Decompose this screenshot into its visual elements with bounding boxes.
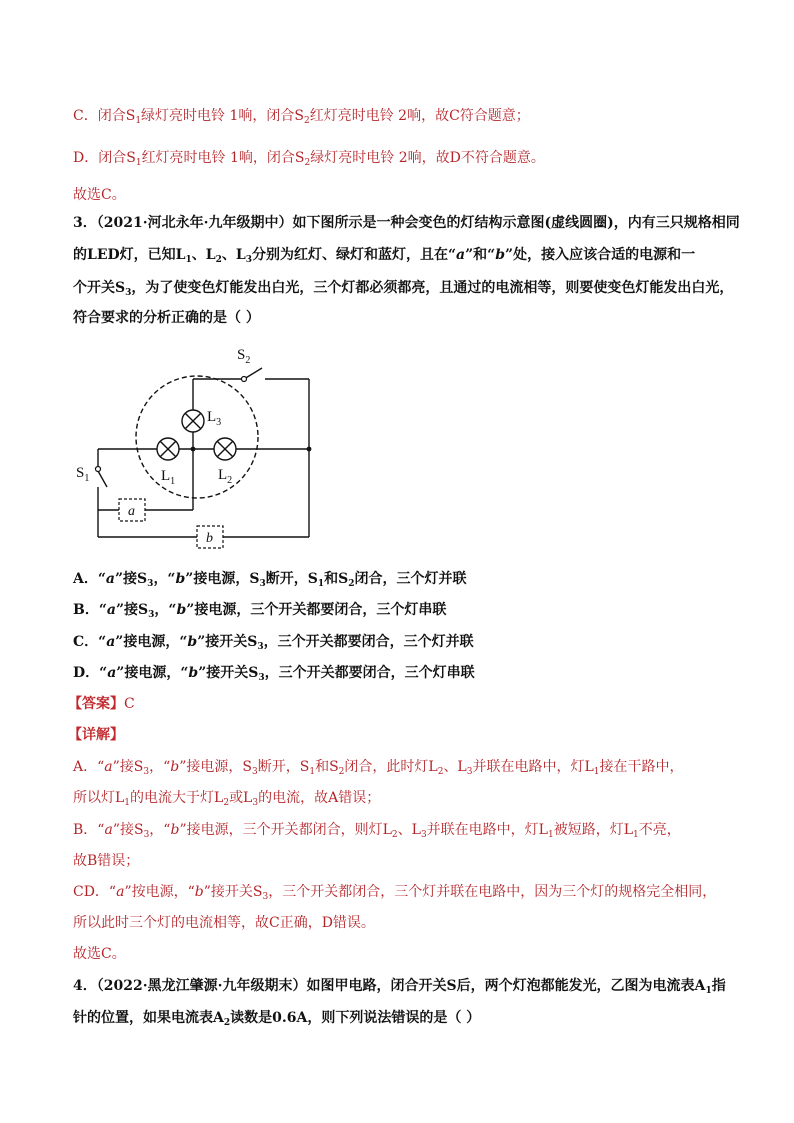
lamp-l1 bbox=[157, 438, 179, 460]
q4-stem-line-2: 针的位置，如果电流表$A_2$读数是0.6A，则下列说法错误的是（ ） bbox=[73, 1010, 481, 1028]
q3-stem-line-2: 的LED灯，已知$L_1$、$L_2$、$L_3$分别为红灯、绿灯和蓝灯，且在“a”和“b”处，接入应该合适的电源和一 bbox=[73, 247, 696, 265]
q3-answer: 【答案】C bbox=[68, 696, 135, 712]
prev-conclusion: 故选C。 bbox=[73, 187, 126, 203]
q3-detail-cd-line1: CD．“a”按电源，“b”接开关$S_3$，三个开关都闭合，三个灯并联在电路中，因为三个灯的规格完全相同， bbox=[73, 884, 717, 902]
q3-detail-label: 【详解】 bbox=[68, 727, 124, 743]
circuit-diagram bbox=[70, 342, 330, 557]
q3-option-d: D．“a”接电源，“b”接开关$S_3$，三个开关都要闭合，三个灯串联 bbox=[73, 665, 475, 683]
label-l2: $L_2$ bbox=[218, 467, 233, 486]
q4-stem-line-1: 4．（2022·黑龙江肇源·九年级期末）如图甲电路，闭合开关S后，两个灯泡都能发光，乙图为电流表$A_1$指 bbox=[73, 978, 726, 996]
prev-option-d: D．闭合$S_1$红灯亮时电铃 1响，闭合$S_2$绿灯亮时电铃 2响，故D不符合题意。 bbox=[73, 150, 545, 168]
junction-dot bbox=[191, 447, 196, 452]
q3-detail-a-line2: 所以灯$L_1$的电流大于灯$L_2$或$L_3$的电流，故A错误； bbox=[73, 790, 381, 808]
q3-stem-line-1: 3．（2021·河北永年·九年级期中）如下图所示是一种会变色的灯结构示意图(虚线圆圈)，内有三只规格相同 bbox=[73, 215, 740, 231]
q3-stem-line-3: 个开关$S_3$，为了使变色灯能发出白光，三个灯都必须都亮，且通过的电流相等，则要使变色灯能发出白光， bbox=[73, 280, 734, 298]
lamp-l3 bbox=[182, 410, 204, 432]
q3-option-a: A．“a”接$S_3$，“b”接电源，$S_3$断开，$S_1$和$S_2$闭合，三个灯并联 bbox=[73, 571, 467, 589]
s1-switch-blade bbox=[98, 471, 107, 487]
dashed-circle bbox=[136, 376, 258, 498]
q3-detail-b-line2: 故B错误； bbox=[73, 853, 140, 869]
s2-terminal bbox=[242, 377, 247, 382]
q3-option-c: C．“a”接电源，“b”接开关$S_3$，三个开关都要闭合，三个灯并联 bbox=[73, 634, 474, 652]
label-l1: $L_1$ bbox=[161, 468, 176, 487]
label-a: a bbox=[128, 504, 135, 519]
label-l3: $L_3$ bbox=[207, 409, 222, 428]
q3-detail-a-line1: A．“a”接$S_3$，“b”接电源，$S_3$断开，$S_1$和$S_2$闭合，此时灯$L_2$、$L_3$并联在电路中，灯$L_1$接在干路中， bbox=[73, 759, 684, 777]
q3-detail-cd-line2: 所以此时三个灯的电流相等，故C正确，D错误。 bbox=[73, 915, 375, 931]
lamp-l2 bbox=[214, 438, 236, 460]
label-s2: $S_2$ bbox=[237, 347, 251, 366]
prev-option-c: C．闭合$S_1$绿灯亮时电铃 1响，闭合$S_2$红灯亮时电铃 2响，故C符合题意； bbox=[73, 108, 530, 126]
label-s1: $S_1$ bbox=[76, 465, 90, 484]
s1-terminal bbox=[96, 467, 101, 472]
q3-stem-line-4: 符合要求的分析正确的是（ ） bbox=[73, 310, 260, 326]
q3-detail-b-line1: B．“a”接$S_3$，“b”接电源，三个开关都闭合，则灯$L_2$、$L_3$并联在电路中，灯$L_1$被短路，灯$L_1$不亮， bbox=[73, 822, 681, 840]
label-b: b bbox=[206, 531, 213, 546]
junction-dot bbox=[307, 447, 312, 452]
s2-switch-blade bbox=[244, 368, 262, 379]
q3-option-b: B．“a”接$S_3$，“b”接电源，三个开关都要闭合，三个灯串联 bbox=[73, 602, 447, 620]
q3-conclusion: 故选C。 bbox=[73, 946, 126, 962]
